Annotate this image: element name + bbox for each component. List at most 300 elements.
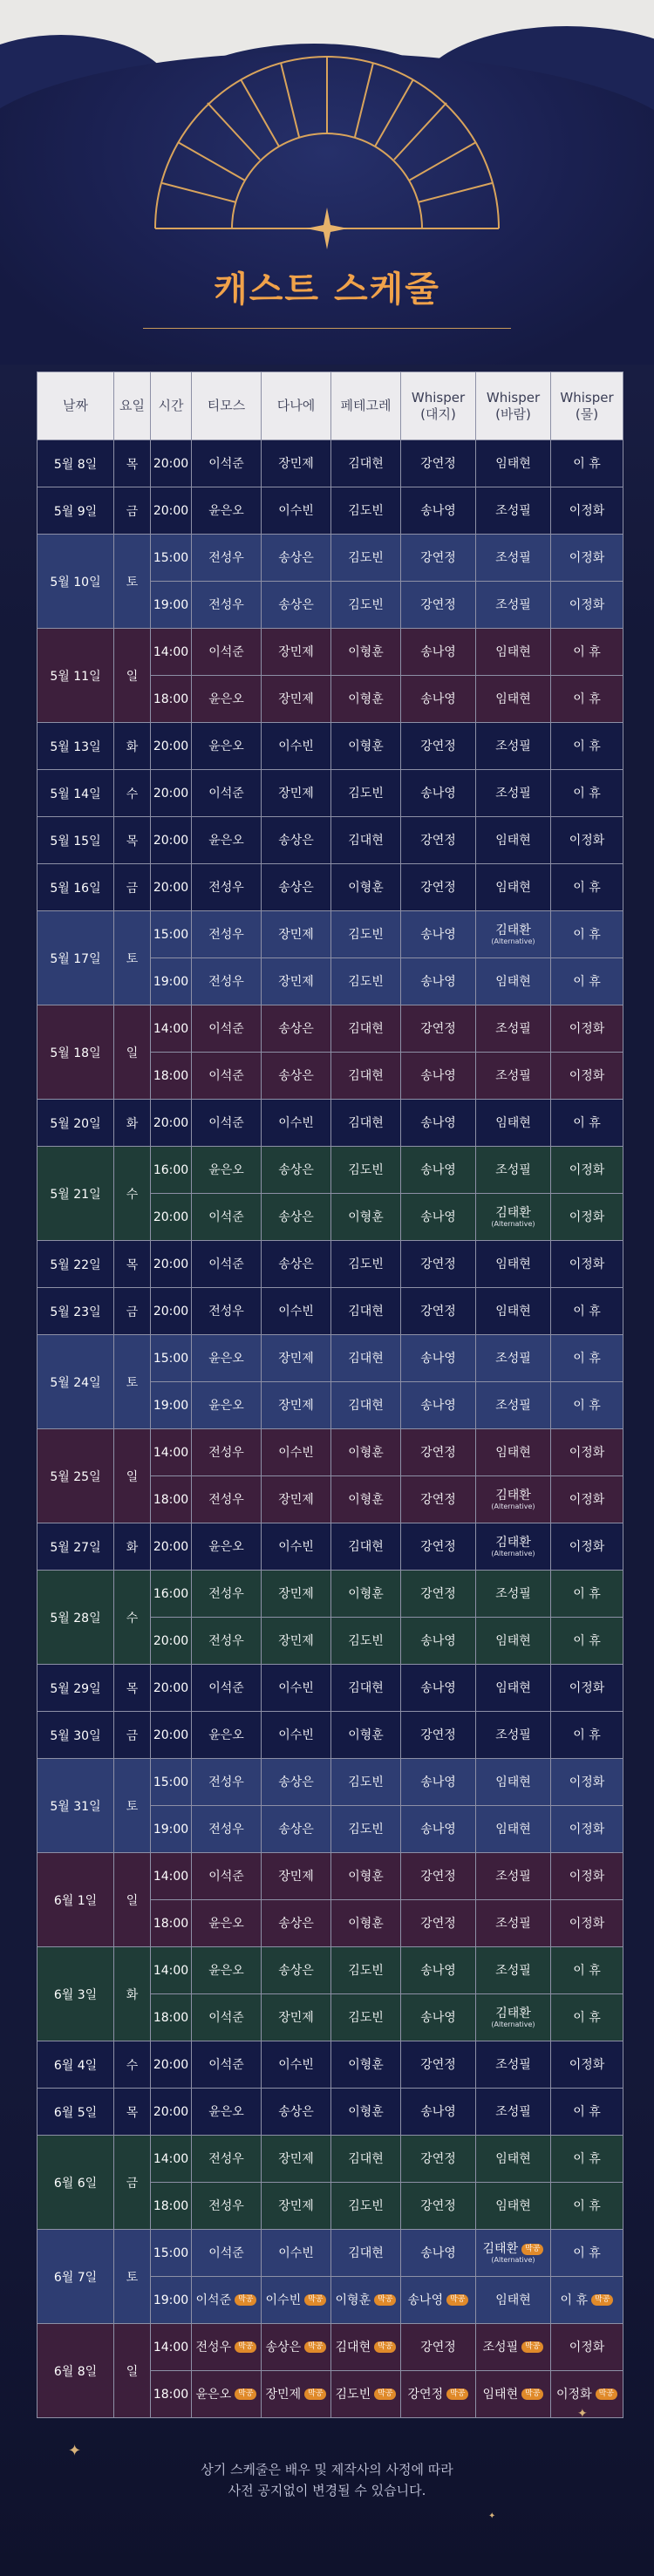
- cast-name: 조성필: [495, 1963, 531, 1978]
- table-row: [37, 1712, 623, 1759]
- cast-name: 임태현: [495, 974, 531, 989]
- cast-name: 김대현: [348, 1539, 384, 1554]
- cast-cell: [262, 676, 331, 723]
- cast-cell: [476, 1523, 551, 1571]
- cast-name: 김도빈: [335, 2387, 371, 2402]
- cast-cell: [192, 2183, 262, 2230]
- cast-cell: [331, 1900, 401, 1947]
- cast-name: 장민제: [278, 927, 314, 942]
- cast-name: 이수빈: [278, 1539, 314, 1554]
- cast-cell: [262, 440, 331, 487]
- cast-name: 강연정: [420, 2057, 456, 2072]
- cast-cell: [476, 723, 551, 770]
- cast-cell: [192, 535, 262, 582]
- cast-name: 이수빈: [278, 1304, 314, 1319]
- cast-cell: [331, 1335, 401, 1382]
- cast-cell: [262, 535, 331, 582]
- cast-cell: [262, 582, 331, 629]
- weekday-cell: 토: [114, 1335, 151, 1429]
- time-cell: 20:00: [151, 723, 192, 770]
- date-cell: 5월 30일: [37, 1712, 114, 1759]
- footer-line: 상기 스케줄은 배우 및 제작사의 사정에 따라: [201, 2462, 453, 2477]
- cast-name: 이정화: [569, 1680, 605, 1695]
- weekday-cell: 수: [114, 2041, 151, 2089]
- table-row: [37, 535, 623, 582]
- cast-cell: [551, 1523, 623, 1571]
- time-cell: 16:00: [151, 1571, 192, 1618]
- cast-name: 송상은: [278, 1775, 314, 1789]
- cast-cell: [192, 2277, 262, 2324]
- cast-name: 송나영: [420, 1115, 456, 1130]
- weekday-cell: 목: [114, 2089, 151, 2136]
- table-header-row: [37, 372, 623, 440]
- cast-cell: [331, 2041, 401, 2089]
- time-cell: 20:00: [151, 1618, 192, 1665]
- cast-cell: [476, 1194, 551, 1241]
- weekday-cell: 화: [114, 1947, 151, 2041]
- cast-cell: [476, 1288, 551, 1335]
- cast-cell: [192, 1947, 262, 1994]
- cast-cell: [476, 1476, 551, 1523]
- cast-name: 강연정: [420, 1539, 456, 1554]
- cast-name: 이수빈: [278, 2245, 314, 2260]
- cast-cell: [476, 1335, 551, 1382]
- cast-cell: [476, 535, 551, 582]
- cast-name: 송상은: [278, 1916, 314, 1931]
- date-cell: 5월 9일: [37, 487, 114, 535]
- cast-name: 이석준: [208, 786, 244, 801]
- cast-cell: [331, 1476, 401, 1523]
- cast-cell: [401, 1476, 476, 1523]
- cast-cell: [192, 1100, 262, 1147]
- cast-name: 김대현: [348, 456, 384, 471]
- cast-name: 송상은: [278, 1963, 314, 1978]
- table-row: [37, 1288, 623, 1335]
- footer-note: [0, 2459, 654, 2501]
- cast-cell: [192, 582, 262, 629]
- final-show-badge: 막공: [521, 2244, 543, 2255]
- cast-cell: [262, 2089, 331, 2136]
- cast-name: 송나영: [420, 692, 456, 706]
- date-cell: 5월 10일: [37, 535, 114, 629]
- cast-name: 장민제: [278, 1633, 314, 1648]
- cast-cell: [262, 864, 331, 911]
- cast-cell: [192, 2089, 262, 2136]
- cast-cell: [476, 582, 551, 629]
- cast-cell: [551, 2183, 623, 2230]
- cast-cell: [262, 1335, 331, 1382]
- cast-cell: [192, 911, 262, 958]
- cast-name: 이석준: [208, 1869, 244, 1884]
- cast-name: 강연정: [420, 1445, 456, 1460]
- cast-name: 조성필: [495, 1162, 531, 1177]
- cast-cell: [401, 1288, 476, 1335]
- time-cell: 14:00: [151, 629, 192, 676]
- cast-name: 전성우: [208, 927, 244, 942]
- cast-cell: [551, 864, 623, 911]
- cast-cell: [401, 1429, 476, 1476]
- date-cell: 5월 31일: [37, 1759, 114, 1853]
- cast-cell: [192, 1382, 262, 1429]
- time-cell: 18:00: [151, 1053, 192, 1100]
- cast-cell: [331, 1194, 401, 1241]
- cast-cell: [476, 1005, 551, 1053]
- cast-cell: [476, 2277, 551, 2324]
- cast-name: 이정화: [569, 1916, 605, 1931]
- cast-cell: [192, 1523, 262, 1571]
- cast-cell: [551, 1759, 623, 1806]
- cast-name: 김대현: [348, 1680, 384, 1695]
- cast-cell: [401, 487, 476, 535]
- cast-cell: [476, 958, 551, 1005]
- star-icon: ✦: [488, 2511, 496, 2521]
- cast-cell: [401, 2183, 476, 2230]
- cast-name: 송나영: [420, 786, 456, 801]
- cast-cell: [551, 817, 623, 864]
- weekday-cell: 토: [114, 535, 151, 629]
- cast-name: 강연정: [420, 1586, 456, 1601]
- cast-cell: [192, 1335, 262, 1382]
- column-header: 페테고레: [331, 372, 401, 440]
- cast-name: 김대현: [348, 1021, 384, 1036]
- cast-cell: [192, 1665, 262, 1712]
- cast-cell: [192, 1759, 262, 1806]
- final-show-badge: 막공: [446, 2389, 468, 2400]
- cast-name: 이정화: [569, 1539, 605, 1554]
- cast-name: 윤은오: [208, 1728, 244, 1742]
- cast-name: 임태현: [495, 1115, 531, 1130]
- cast-name: 이형훈: [348, 1492, 384, 1507]
- cast-name: 송나영: [420, 503, 456, 518]
- cast-name: 강연정: [420, 1916, 456, 1931]
- cast-name: 장민제: [278, 456, 314, 471]
- column-header: 시간: [151, 372, 192, 440]
- table-row: [37, 911, 623, 958]
- cast-cell: [476, 1618, 551, 1665]
- cast-name: 이형훈: [335, 2293, 371, 2307]
- time-cell: 14:00: [151, 1429, 192, 1476]
- cast-cell: [551, 1241, 623, 1288]
- cast-name: 임태현: [495, 1633, 531, 1648]
- cast-cell: [551, 2230, 623, 2277]
- cast-name: 이석준: [195, 2293, 232, 2307]
- cast-cell: [401, 629, 476, 676]
- cast-name: 조성필: [495, 1068, 531, 1083]
- cast-name: 이수빈: [278, 2057, 314, 2072]
- cast-name: 이정화: [569, 597, 605, 612]
- cast-name: 이 휴: [573, 456, 601, 471]
- cast-cell: [476, 2230, 551, 2277]
- date-cell: 5월 18일: [37, 1005, 114, 1100]
- cast-cell: [476, 770, 551, 817]
- cast-cell: [192, 1853, 262, 1900]
- cast-name: 김도빈: [348, 1963, 384, 1978]
- cast-cell: [476, 911, 551, 958]
- cast-cell: [331, 2089, 401, 2136]
- cast-name: 임태현: [495, 644, 531, 659]
- cast-cell: [192, 1806, 262, 1853]
- cast-name: 이 휴: [573, 644, 601, 659]
- date-cell: 5월 11일: [37, 629, 114, 723]
- cast-name: 김태환: [495, 1536, 531, 1550]
- cast-name: 송상은: [278, 550, 314, 565]
- cast-name: 김도빈: [348, 503, 384, 518]
- cast-cell: [262, 1900, 331, 1947]
- final-show-badge: 막공: [596, 2389, 617, 2400]
- cast-name: 전성우: [208, 1775, 244, 1789]
- cast-name: 장민제: [278, 1492, 314, 1507]
- cast-name: 송나영: [420, 2010, 456, 2025]
- time-cell: 18:00: [151, 2183, 192, 2230]
- cast-cell: [401, 1523, 476, 1571]
- cast-name: 김대현: [348, 1068, 384, 1083]
- cast-cell: [551, 676, 623, 723]
- cast-cell: [262, 958, 331, 1005]
- cast-cell: [551, 1053, 623, 1100]
- final-show-badge: 막공: [304, 2389, 326, 2400]
- cast-name: 이정화: [569, 1210, 605, 1224]
- cast-name: 이정화: [569, 1869, 605, 1884]
- cast-name: 전성우: [208, 880, 244, 895]
- table-row: [37, 1523, 623, 1571]
- cast-cell: [331, 1523, 401, 1571]
- cast-name: 조성필: [495, 786, 531, 801]
- cast-cell: [331, 1759, 401, 1806]
- cast-cell: [331, 1241, 401, 1288]
- cast-cell: [401, 770, 476, 817]
- column-header: Whisper (대지): [401, 372, 476, 440]
- cast-cell: [476, 487, 551, 535]
- cast-cell: [331, 864, 401, 911]
- final-show-badge: 막공: [374, 2341, 396, 2353]
- cast-name: 이석준: [208, 1210, 244, 1224]
- cast-cell: [331, 723, 401, 770]
- final-show-badge: 막공: [235, 2341, 256, 2353]
- time-cell: 18:00: [151, 2371, 192, 2418]
- cast-name: 임태현: [495, 2293, 531, 2307]
- cast-name: 김대현: [335, 2340, 371, 2355]
- cast-cell: [331, 770, 401, 817]
- cast-cell: [262, 1523, 331, 1571]
- cast-cell: [401, 958, 476, 1005]
- cast-name: 강연정: [420, 1492, 456, 1507]
- cast-cell: [262, 817, 331, 864]
- cast-cell: [262, 911, 331, 958]
- cast-name: 이 휴: [573, 2245, 601, 2260]
- cast-name: 송나영: [420, 1210, 456, 1224]
- cast-cell: [476, 1571, 551, 1618]
- cast-cell: [476, 864, 551, 911]
- alternative-label: (Alternative): [491, 1503, 535, 1510]
- cast-name: 송나영: [420, 1398, 456, 1413]
- cast-cell: [551, 2041, 623, 2089]
- cast-name: 조성필: [495, 1586, 531, 1601]
- cast-name: 이정화: [569, 1068, 605, 1083]
- cast-name: 윤은오: [195, 2387, 232, 2402]
- cast-cell: [476, 1429, 551, 1476]
- weekday-cell: 토: [114, 911, 151, 1005]
- time-cell: 18:00: [151, 1994, 192, 2041]
- cast-name: 김대현: [348, 1304, 384, 1319]
- cast-name: 이정화: [556, 2387, 592, 2402]
- table-row: [37, 629, 623, 676]
- time-cell: 15:00: [151, 911, 192, 958]
- cast-cell: [551, 1005, 623, 1053]
- cast-cell: [192, 1994, 262, 2041]
- cast-name: 전성우: [208, 1492, 244, 1507]
- date-cell: 5월 27일: [37, 1523, 114, 1571]
- cast-cell: [262, 1994, 331, 2041]
- time-cell: 20:00: [151, 2041, 192, 2089]
- cast-name: 이석준: [208, 1021, 244, 1036]
- cast-name: 윤은오: [208, 833, 244, 848]
- cast-cell: [401, 676, 476, 723]
- cast-name: 장민제: [265, 2387, 302, 2402]
- cast-name: 이 휴: [573, 1351, 601, 1366]
- date-cell: 6월 5일: [37, 2089, 114, 2136]
- cast-name: 임태현: [495, 1257, 531, 1271]
- table-row: [37, 1947, 623, 1994]
- alternative-label: (Alternative): [491, 2256, 535, 2264]
- cast-cell: [331, 958, 401, 1005]
- table-row: [37, 2089, 623, 2136]
- cast-name: 이정화: [569, 1775, 605, 1789]
- time-cell: 15:00: [151, 1759, 192, 1806]
- cast-name: 이수빈: [278, 739, 314, 753]
- cast-cell: [331, 1053, 401, 1100]
- cast-cell: [262, 1147, 331, 1194]
- final-show-badge: 막공: [374, 2294, 396, 2306]
- cast-name: 장민제: [278, 1351, 314, 1366]
- cast-name: 강연정: [420, 833, 456, 848]
- time-cell: 19:00: [151, 582, 192, 629]
- cast-cell: [401, 1759, 476, 1806]
- cast-cell: [262, 2230, 331, 2277]
- cast-name: 임태현: [495, 833, 531, 848]
- time-cell: 20:00: [151, 1523, 192, 1571]
- cast-cell: [331, 676, 401, 723]
- cast-name: 이 휴: [573, 2198, 601, 2213]
- time-cell: 20:00: [151, 1194, 192, 1241]
- cast-cell: [476, 1665, 551, 1712]
- cast-name: 송나영: [420, 1068, 456, 1083]
- cast-name: 김대현: [348, 1351, 384, 1366]
- cast-cell: [192, 1618, 262, 1665]
- cast-cell: [551, 1853, 623, 1900]
- time-cell: 14:00: [151, 1947, 192, 1994]
- table-row: [37, 1853, 623, 1900]
- cast-cell: [551, 1476, 623, 1523]
- cast-cell: [401, 817, 476, 864]
- date-cell: 6월 3일: [37, 1947, 114, 2041]
- cast-name: 이 휴: [573, 1963, 601, 1978]
- weekday-cell: 금: [114, 864, 151, 911]
- cast-cell: [476, 2371, 551, 2418]
- cast-name: 송상은: [278, 1210, 314, 1224]
- cast-name: 김도빈: [348, 1162, 384, 1177]
- cast-cell: [192, 1241, 262, 1288]
- table-row: [37, 1100, 623, 1147]
- cast-name: 송나영: [420, 1680, 456, 1695]
- final-show-badge: 막공: [446, 2294, 468, 2306]
- weekday-cell: 일: [114, 1853, 151, 1947]
- cast-cell: [262, 1053, 331, 1100]
- cast-name: 이 휴: [573, 927, 601, 942]
- cast-name: 송상은: [265, 2340, 302, 2355]
- cast-cell: [551, 2324, 623, 2371]
- cast-name: 이 휴: [573, 974, 601, 989]
- cast-name: 이 휴: [573, 880, 601, 895]
- cast-cell: [476, 1900, 551, 1947]
- cast-name: 송나영: [420, 1351, 456, 1366]
- cast-cell: [551, 1665, 623, 1712]
- cast-cell: [192, 2230, 262, 2277]
- cast-cell: [401, 1005, 476, 1053]
- table-row: [37, 770, 623, 817]
- star-icon: ✦: [68, 2442, 82, 2460]
- cast-name: 장민제: [278, 2151, 314, 2166]
- weekday-cell: 목: [114, 1241, 151, 1288]
- cast-name: 김도빈: [348, 1822, 384, 1837]
- final-show-badge: 막공: [235, 2389, 256, 2400]
- cast-name: 이형훈: [348, 880, 384, 895]
- cast-cell: [551, 1288, 623, 1335]
- cast-cell: [262, 1571, 331, 1618]
- cast-cell: [551, 1571, 623, 1618]
- cast-cell: [331, 2277, 401, 2324]
- cast-cell: [551, 1947, 623, 1994]
- cast-cell: [551, 1147, 623, 1194]
- cast-cell: [331, 1288, 401, 1335]
- weekday-cell: 수: [114, 1147, 151, 1241]
- table-row: [37, 2041, 623, 2089]
- cast-name: 이 휴: [573, 1586, 601, 1601]
- cast-name: 윤은오: [208, 1162, 244, 1177]
- date-cell: 6월 4일: [37, 2041, 114, 2089]
- cast-cell: [192, 1147, 262, 1194]
- final-show-badge: 막공: [521, 2341, 543, 2353]
- cast-name: 조성필: [495, 550, 531, 565]
- final-show-badge: 막공: [304, 2294, 326, 2306]
- cast-cell: [192, 487, 262, 535]
- cast-cell: [401, 2324, 476, 2371]
- cast-name: 이정화: [569, 1257, 605, 1271]
- cast-name: 윤은오: [208, 692, 244, 706]
- weekday-cell: 일: [114, 1429, 151, 1523]
- cast-cell: [262, 1476, 331, 1523]
- cast-cell: [192, 676, 262, 723]
- cast-cell: [331, 1994, 401, 2041]
- cast-cell: [262, 1759, 331, 1806]
- time-cell: 14:00: [151, 2136, 192, 2183]
- cast-cell: [262, 1806, 331, 1853]
- cast-name: 이석준: [208, 1257, 244, 1271]
- final-show-badge: 막공: [304, 2341, 326, 2353]
- cast-cell: [331, 817, 401, 864]
- time-cell: 20:00: [151, 817, 192, 864]
- cast-name: 이 휴: [573, 2010, 601, 2025]
- table-row: [37, 1241, 623, 1288]
- cast-name: 임태현: [482, 2387, 519, 2402]
- cast-name: 김태환: [495, 1489, 531, 1503]
- cast-name: 이수빈: [278, 1445, 314, 1460]
- time-cell: 20:00: [151, 1241, 192, 1288]
- cast-name: 조성필: [495, 739, 531, 753]
- cast-name: 전성우: [208, 2151, 244, 2166]
- cast-cell: [192, 1194, 262, 1241]
- date-cell: 5월 15일: [37, 817, 114, 864]
- cast-cell: [401, 864, 476, 911]
